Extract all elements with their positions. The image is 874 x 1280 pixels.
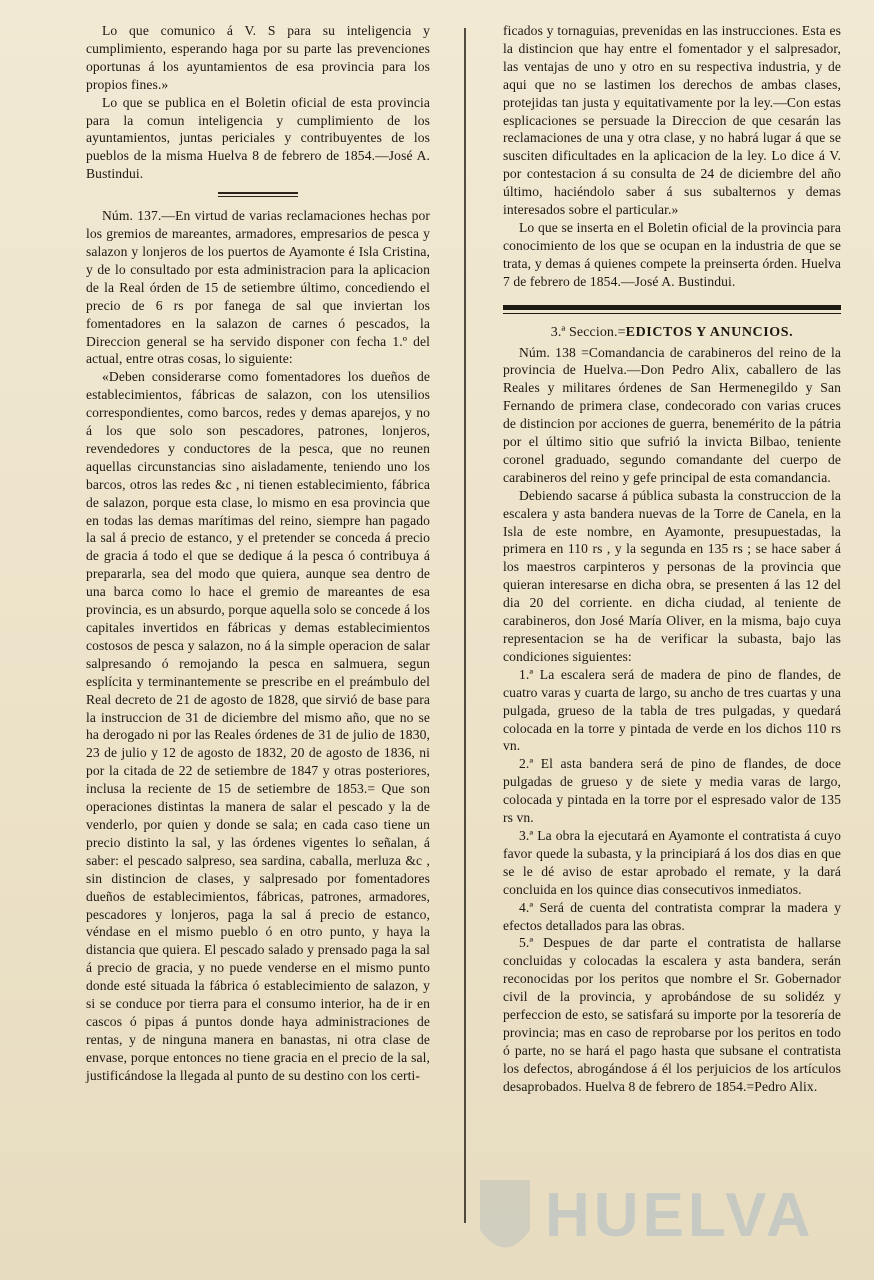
section-heading	[503, 324, 841, 342]
section-rule-thick	[503, 305, 841, 310]
section-title: EDICTOS Y ANUNCIOS.	[625, 324, 794, 340]
paragraph-communication-closing: Lo que comunico á V. S para su inteligencia y cumplimiento, esperando haga por su parte las prevenciones oportunas á los ayuntamientos de esa provincia para los propios fines.»	[86, 23, 430, 92]
paragraph-num-138: Núm. 138 =Comandancia de carabineros del reino de la provincia de Huelva.—Don Pedro Alix, caballero de las Reales y militares órdenes de San Hermenegildo y San Fernando de primera clase, condecorado con varias cruces de distincion por acciones de guerra, benemérito de la pátria por el último sitio que sufrió la invicta Bilbao, teniente coronel graduado, segundo comandante del cuerpo de carabineros del reino y gefe principal de esta comandancia.	[503, 344, 841, 485]
section-number: 3.ª	[550, 324, 566, 340]
short-separator	[218, 192, 298, 197]
paragraph-salt-ruling-continued: ficados y tornaguias, prevenidas en las instrucciones. Esta es la distincion que hay entre el fomentador y el salpresador, las ventajas de uno y otro en su respectiva industria, y de aqui que no se lastimen los derechos de ambas clases, protejidas tan justa y equitativamente por la ley.—Con estas esplicaciones se persuade la Direccion de que cesarán las reclamaciones de una y otra clase, y no habrá lugar á que se susciten dificultades en la aplicacion de la ley. Lo dice á V. por contestacion á su consulta de 24 de diciembre del año último, haciéndolo saber á sus subalternos y demas interesados sobre el particular.»	[503, 23, 841, 218]
condition-3: 3.ª La obra la ejecutará en Ayamonte el contratista á cuyo favor quede la subasta, y la principiará á los dos dias en que se le dé aviso de estar aprobado el remate, y la dará concluida en los quince dias consecutivos inmediatos.	[503, 827, 841, 897]
paragraph-num-137: Núm. 137.—En virtud de varias reclamaciones hechas por los gremios de mareantes, armadores, empresarios de pesca y salazon y lonjeros de los puertos de Ayamonte é Isla Cristina, y de lo consultado por esta administracion para la aplicacion de la Real órden de 15 de setiembre último, concediendo el precio de 6 rs por fanega de sal que inviertan los fomentadores en la salazon de carnes ó pescados, la Direccion general se ha servido disponer con fecha 1.º del actual, entre otras cosas, lo siguiente:	[86, 208, 430, 367]
archive-watermark: HUELVA	[545, 1181, 815, 1250]
paragraph-auction-announcement: Debiendo sacarse á pública subasta la construccion de la escalera y asta bandera nuevas de la Torre de Canela, en la Isla de este nombre, en Ayamonte, presupuestadas, la primera en 110 rs , y la segunda en 135 rs ; se hace saber á los maestros carpinteros y personas de la provincia que quieran interesarse en dicha obra, se presenten á las 12 del dia 20 del corriente. en dicha ciudad, al teniente de carabineros, don José María Oliver, en la misma, bajo cuya representacion se ha de verificar la subasta, bajo las condiciones siguientes:	[503, 487, 841, 664]
condition-5: 5.ª Despues de dar parte el contratista de hallarse concluidas y colocadas la escalera y asta bandera, serán reconocidas por los peritos que nombre el Sr. Gobernador civil de la provincia, y aprobándose de su solidéz y perfeccion de esto, se satisfará su importe por la tesorería de provincia; mas en caso de reprobarse por los peritos en todo ó parte, no se hará el pago hasta que subsane el contratista los defectos, abrogándose á él los perjuicios de los artículos desaprobados. Huelva 8 de febrero de 1854.=Pedro Alix.	[503, 935, 841, 1094]
section-rule-thin	[503, 313, 841, 314]
paragraph-publication-notice: Lo que se publica en el Boletin oficial de esta provincia para la comun inteligencia y cumplimiento de los ayuntamientos, juntas periciales y contribuyentes de los pueblos de la misma Huelva 8 de febrero de 1854.—José A. Bustindui.	[86, 94, 430, 182]
section-label: Seccion.=	[569, 324, 626, 340]
paragraph-insertion-notice: Lo que se inserta en el Boletin oficial de la provincia para conocimiento de los que se ocupan en la industria de que se trata, y demas á quienes compete la preinserta órden. Huelva 7 de febrero de 1854.—José A. Bustindui.	[503, 219, 841, 289]
left-column	[86, 22, 430, 1085]
column-divider	[464, 28, 466, 1223]
condition-2: 2.ª El asta bandera será de pino de flandes, de doce pulgadas de grueso y de siete y media varas de largo, colocada y pintada en la torre por el espresado valor de 135 rs vn.	[503, 756, 841, 826]
paragraph-salt-ruling: «Deben considerarse como fomentadores los dueños de establecimientos, fábricas de salazon, con los utensilios correspondientes, como barcos, redes y demas aparejos, y no á los que solo son pescadores, patrones, lonjeros, revendedores y conductores de la pesca, que no reunen aquellas circunstancias sino aisladamente, teniendo uno los barcos, otros las redes &c , ni tienen establecimiento, fábrica de salazon, porque esta clase, lo mismo en esa provincia que en todas las demas marítimas del reino, siempre han pagado la sal á precio de estanco, y el pretender se conceda á precio de gracia á todo el que se dedique á la pesca ó contribuya á prepararla, sea del modo que quiera, aunque sea dentro de una barca como lo hace el gremio de mareantes de esa provincia, es un absurdo, porque aquella solo se concede á los capitales invertidos en fábricas y demas establecimientos costosos de pesca y salazon, no á la simple operacion de salar salpresando ó remojando la pesca en salmuera, segun esplícita y terminantemente se prescribe en el preámbulo del Real decreto de 21 de agosto de 1828, que sirvió de base para la instruccion de 31 de diciembre del mismo año, que no se ha derogado ni por las Reales órdenes de 31 de julio de 1830, 23 de julio y 12 de agosto de 1832, 20 de agosto de 1836, ni por la citada de 22 de setiembre de 1847 y otras posteriores, inclusa la reciente de 15 de setiembre de 1853.= Que son operaciones distintas la manera de salar el pescado y la de venderlo, por quien y donde se sala; en cada caso tiene un precio distinto la sal, y las órdenes vigentes lo señalan, á saber: el pescado salpreso, sea sardina, caballa, merluza &c , sin distincion de clases, y salpresado por fomentadores dueños de establecimientos, fábricas, patrones, armadores, pescadores y lonjeros, paga la sal á precio de estanco, véndase en el mismo pueblo ó en otro punto, y haya la distancia que quiera. El pescado salado y prensado paga la sal á precio de gracia, y no puede venderse en el mismo punto donde esté situada la fábrica ó establecimiento de salazon, y si se conduce por tierra para el consumo interior, ha de ir en cascos ó pipas á puntos donde haya administraciones de rentas, y de ninguna manera en banastas, ni otra clase de envase, porque entonces no tiene gracia en el precio de la sal, justificándose la llegada al punto de su destino con los certi-	[86, 369, 430, 1083]
condition-4: 4.ª Será de cuenta del contratista comprar la madera y efectos detallados para las obras.	[503, 899, 841, 933]
condition-1: 1.ª La escalera será de madera de pino de flandes, de cuatro varas y cuarta de largo, su ancho de tres cuartas y una pulgada, grueso de la tabla de tres pulgadas, y quedará colocada en la torre y pintada de verde en los dichos 110 rs vn.	[503, 666, 841, 754]
right-column	[503, 22, 841, 1096]
